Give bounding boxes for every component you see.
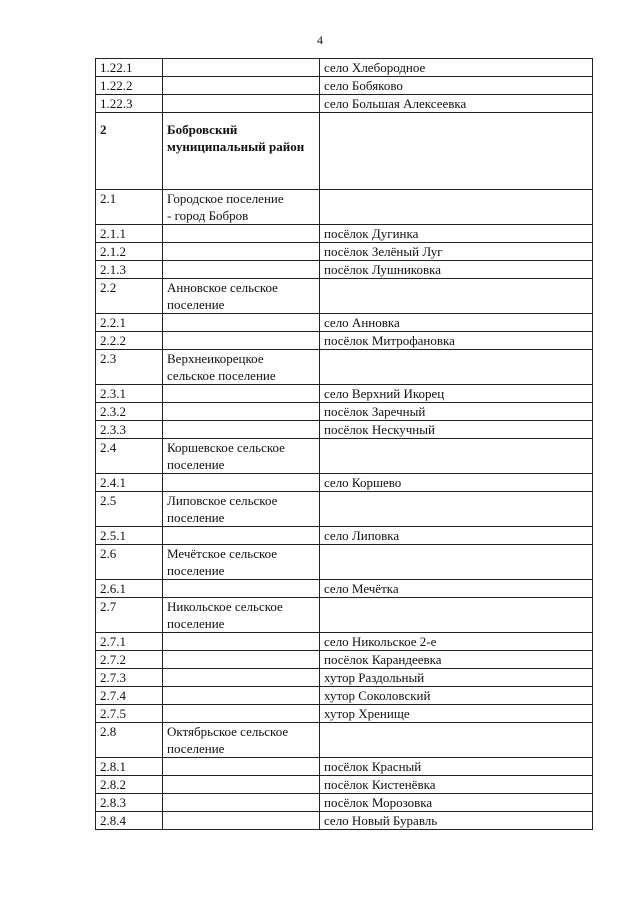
settlement-name bbox=[163, 385, 320, 403]
locality-name: село Хлебородное bbox=[320, 59, 593, 77]
row-number: 2.6 bbox=[96, 545, 163, 580]
locality-name bbox=[320, 439, 593, 474]
table-row bbox=[96, 190, 593, 225]
table-row bbox=[96, 77, 593, 95]
settlement-name bbox=[163, 776, 320, 794]
settlement-name bbox=[163, 225, 320, 243]
row-number: 2.7.4 bbox=[96, 687, 163, 705]
row-number: 2.8 bbox=[96, 723, 163, 758]
row-number: 2.3.2 bbox=[96, 403, 163, 421]
row-number: 2.7.1 bbox=[96, 633, 163, 651]
row-number: 2.7 bbox=[96, 598, 163, 633]
settlement-name bbox=[163, 794, 320, 812]
locality-name: посёлок Лушниковка bbox=[320, 261, 593, 279]
table-row bbox=[96, 723, 593, 758]
table-row bbox=[96, 439, 593, 474]
row-number: 2.8.2 bbox=[96, 776, 163, 794]
table-row bbox=[96, 527, 593, 545]
table-row bbox=[96, 350, 593, 385]
table-row bbox=[96, 794, 593, 812]
locality-name: село Бобяково bbox=[320, 77, 593, 95]
table-row bbox=[96, 705, 593, 723]
row-number: 2.2.2 bbox=[96, 332, 163, 350]
row-number: 2.1.3 bbox=[96, 261, 163, 279]
locality-name: хутор Раздольный bbox=[320, 669, 593, 687]
locality-name: посёлок Зелёный Луг bbox=[320, 243, 593, 261]
row-number: 2.4 bbox=[96, 439, 163, 474]
row-number: 2.7.2 bbox=[96, 651, 163, 669]
table-row bbox=[96, 492, 593, 527]
locality-name: село Анновка bbox=[320, 314, 593, 332]
settlement-name bbox=[163, 669, 320, 687]
settlement-name bbox=[163, 812, 320, 830]
settlements-table bbox=[95, 58, 593, 830]
locality-name: село Липовка bbox=[320, 527, 593, 545]
settlement-name: Городское поселение - город Бобров bbox=[163, 190, 320, 225]
table-row bbox=[96, 279, 593, 314]
settlement-name bbox=[163, 403, 320, 421]
settlement-name: Никольское сельское поселение bbox=[163, 598, 320, 633]
row-number: 2.8.4 bbox=[96, 812, 163, 830]
table-row bbox=[96, 113, 593, 190]
locality-name: село Коршево bbox=[320, 474, 593, 492]
table-row bbox=[96, 474, 593, 492]
table-row bbox=[96, 59, 593, 77]
table-row bbox=[96, 332, 593, 350]
settlement-name bbox=[163, 77, 320, 95]
settlement-name bbox=[163, 651, 320, 669]
settlement-name: Мечётское сельское поселение bbox=[163, 545, 320, 580]
table-row bbox=[96, 261, 593, 279]
locality-name: посёлок Нескучный bbox=[320, 421, 593, 439]
row-number: 2.7.3 bbox=[96, 669, 163, 687]
page-number: 4 bbox=[317, 33, 323, 47]
locality-name: село Никольское 2-е bbox=[320, 633, 593, 651]
locality-name: посёлок Кистенёвка bbox=[320, 776, 593, 794]
locality-name bbox=[320, 279, 593, 314]
settlement-name: Верхнеикорецкое сельское поселение bbox=[163, 350, 320, 385]
table-row bbox=[96, 225, 593, 243]
row-number: 2.7.5 bbox=[96, 705, 163, 723]
row-number: 1.22.3 bbox=[96, 95, 163, 113]
table-row bbox=[96, 812, 593, 830]
row-number: 2 bbox=[96, 113, 163, 190]
locality-name bbox=[320, 113, 593, 190]
table-row bbox=[96, 651, 593, 669]
row-number: 2.2 bbox=[96, 279, 163, 314]
table-row bbox=[96, 669, 593, 687]
row-number: 2.5.1 bbox=[96, 527, 163, 545]
table-row bbox=[96, 385, 593, 403]
settlement-name bbox=[163, 527, 320, 545]
locality-name: хутор Соколовский bbox=[320, 687, 593, 705]
row-number: 2.1.2 bbox=[96, 243, 163, 261]
settlement-name bbox=[163, 332, 320, 350]
table-row bbox=[96, 421, 593, 439]
settlement-name bbox=[163, 633, 320, 651]
settlement-name bbox=[163, 261, 320, 279]
settlement-name: Октябрьское сельское поселение bbox=[163, 723, 320, 758]
settlement-name bbox=[163, 474, 320, 492]
locality-name bbox=[320, 545, 593, 580]
locality-name bbox=[320, 190, 593, 225]
table-row bbox=[96, 403, 593, 421]
locality-name bbox=[320, 598, 593, 633]
locality-name: посёлок Карандеевка bbox=[320, 651, 593, 669]
table-row bbox=[96, 687, 593, 705]
locality-name bbox=[320, 492, 593, 527]
row-number: 2.8.1 bbox=[96, 758, 163, 776]
row-number: 2.3.1 bbox=[96, 385, 163, 403]
row-number: 2.4.1 bbox=[96, 474, 163, 492]
table-row bbox=[96, 776, 593, 794]
settlement-name bbox=[163, 705, 320, 723]
settlement-name bbox=[163, 687, 320, 705]
row-number: 1.22.1 bbox=[96, 59, 163, 77]
settlement-name bbox=[163, 243, 320, 261]
settlement-name bbox=[163, 95, 320, 113]
table-row bbox=[96, 580, 593, 598]
locality-name: село Верхний Икорец bbox=[320, 385, 593, 403]
settlement-name: Бобровский муниципальный район bbox=[163, 113, 320, 190]
table-body bbox=[96, 59, 593, 830]
locality-name: село Мечётка bbox=[320, 580, 593, 598]
settlement-name: Коршевское сельское поселение bbox=[163, 439, 320, 474]
table-row bbox=[96, 314, 593, 332]
locality-name bbox=[320, 350, 593, 385]
settlement-name bbox=[163, 758, 320, 776]
table-row bbox=[96, 758, 593, 776]
locality-name: посёлок Дугинка bbox=[320, 225, 593, 243]
locality-name: село Новый Буравль bbox=[320, 812, 593, 830]
locality-name: посёлок Митрофановка bbox=[320, 332, 593, 350]
locality-name: село Большая Алексеевка bbox=[320, 95, 593, 113]
table-row bbox=[96, 633, 593, 651]
settlement-name: Липовское сельское поселение bbox=[163, 492, 320, 527]
locality-name: посёлок Заречный bbox=[320, 403, 593, 421]
row-number: 2.3.3 bbox=[96, 421, 163, 439]
settlement-name bbox=[163, 59, 320, 77]
row-number: 2.5 bbox=[96, 492, 163, 527]
settlement-name bbox=[163, 580, 320, 598]
table-row bbox=[96, 95, 593, 113]
settlement-name: Анновское сельское поселение bbox=[163, 279, 320, 314]
row-number: 2.1.1 bbox=[96, 225, 163, 243]
row-number: 2.3 bbox=[96, 350, 163, 385]
row-number: 1.22.2 bbox=[96, 77, 163, 95]
settlement-name bbox=[163, 421, 320, 439]
table-row bbox=[96, 598, 593, 633]
locality-name: посёлок Морозовка bbox=[320, 794, 593, 812]
row-number: 2.8.3 bbox=[96, 794, 163, 812]
row-number: 2.1 bbox=[96, 190, 163, 225]
row-number: 2.2.1 bbox=[96, 314, 163, 332]
locality-name: хутор Хренище bbox=[320, 705, 593, 723]
row-number: 2.6.1 bbox=[96, 580, 163, 598]
locality-name bbox=[320, 723, 593, 758]
settlement-name bbox=[163, 314, 320, 332]
table-row bbox=[96, 243, 593, 261]
locality-name: посёлок Красный bbox=[320, 758, 593, 776]
table-row bbox=[96, 545, 593, 580]
